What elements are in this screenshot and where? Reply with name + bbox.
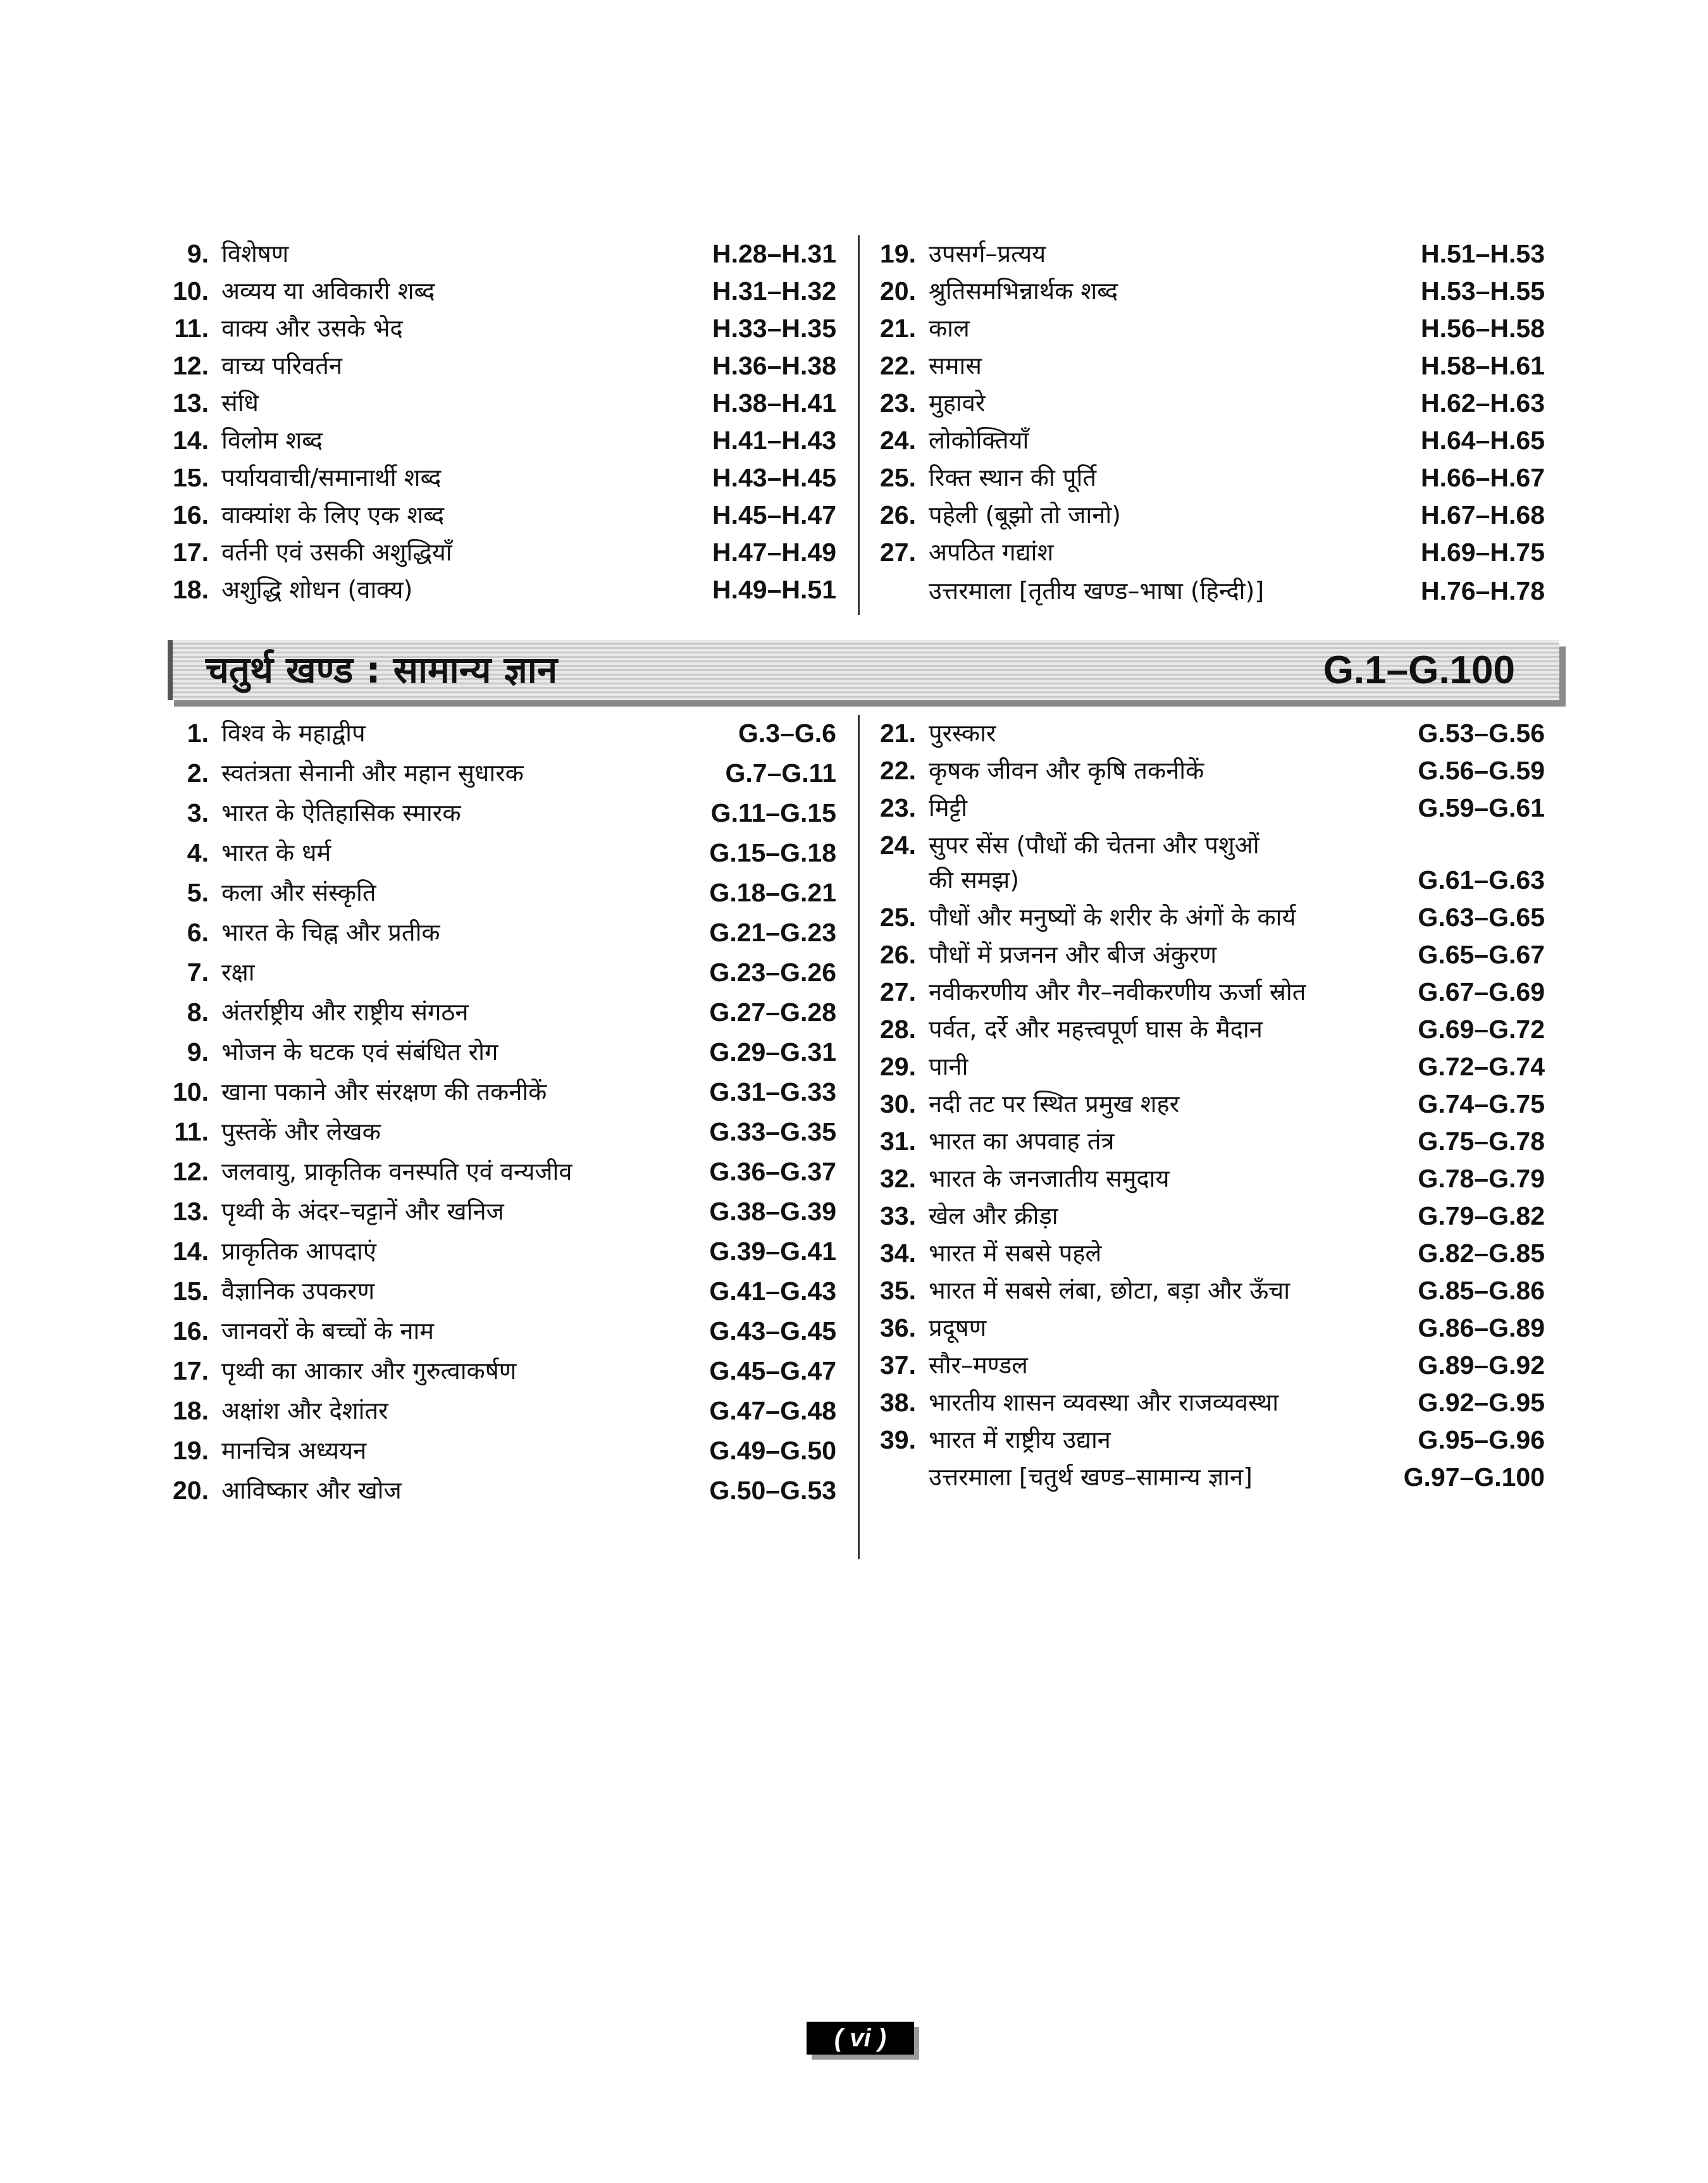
entry-number: 33. [880,1201,916,1230]
entry-pages: G.85–G.86 [1418,1276,1545,1305]
entry-title: भारत के जनजातीय समुदाय [929,1165,1170,1192]
entry-title: मानचित्र अध्ययन [221,1437,367,1464]
entry-title: पर्वत, दर्रे और महत्त्वपूर्ण घास के मैदान [929,1015,1263,1043]
entry-number: 21. [880,719,916,748]
entry-title: भोजन के घटक एवं संबंधित रोग [221,1038,498,1066]
entry-title: अंतर्राष्ट्रीय और राष्ट्रीय संगठन [221,998,469,1026]
toc-section4-left [164,715,836,1537]
toc-answer-key-row [872,1459,1545,1495]
entry-pages: G.39–G.41 [709,1237,836,1266]
entry-pages: H.49–H.51 [712,575,836,604]
entry-number: 24. [880,426,916,455]
entry-title: भारत में सबसे लंबा, छोटा, बड़ा और ऊँचा [929,1277,1290,1304]
entry-pages: G.59–G.61 [1418,793,1545,822]
entry-title: रिक्त स्थान की पूर्ति [929,464,1096,492]
entry-number: 12. [173,351,209,380]
entry-number: 32. [880,1164,916,1193]
entry-title: कृषक जीवन और कृषि तकनीकें [929,757,1204,784]
toc-row [164,310,836,347]
entry-pages: G.56–G.59 [1418,756,1545,785]
toc-row [164,1153,836,1190]
entry-title: पृथ्वी के अंदर–चट्टानें और खनिज [221,1197,504,1225]
entry-number: 18. [173,575,209,604]
entry-title: जलवायु, प्राकृतिक वनस्पति एवं वन्यजीव [221,1158,572,1185]
toc-row [164,755,836,791]
entry-title: विशेषण [221,240,289,268]
entry-pages: G.18–G.21 [709,878,836,907]
entry-number: 10. [173,1077,209,1106]
toc-row [872,1235,1545,1271]
entry-pages: G.3–G.6 [738,719,836,748]
toc-row [164,1233,836,1270]
toc-row [164,1034,836,1070]
entry-title: सुपर सेंस (पौधों की चेतना और पशुओं [929,831,1259,859]
entry-number: 22. [880,351,916,380]
entry-pages: H.31–H.32 [712,276,836,306]
entry-number: 28. [880,1015,916,1044]
entry-number: 27. [880,538,916,567]
entry-pages: G.63–G.65 [1418,903,1545,932]
toc-row [164,1073,836,1110]
entry-pages: G.31–G.33 [709,1077,836,1106]
entry-pages: H.41–H.43 [712,426,836,455]
entry-number: 20. [173,1476,209,1505]
toc-row [872,974,1545,1010]
entry-title: अव्यय या अविकारी शब्द [221,277,435,305]
entry-number: 9. [187,1037,209,1067]
entry-title: काल [929,314,970,342]
entry-number: 21. [880,314,916,343]
entry-number: 10. [173,276,209,306]
entry-number: 22. [880,756,916,785]
toc-row [164,834,836,871]
toc-row-continuation [872,862,1545,898]
entry-title: नवीकरणीय और गैर–नवीकरणीय ऊर्जा स्रोत [929,978,1306,1006]
toc-row [164,347,836,384]
toc-row [872,273,1545,309]
entry-title: कला और संस्कृति [221,879,376,906]
entry-pages: H.69–H.75 [1420,538,1545,567]
entry-title: वाच्य परिवर्तन [221,352,342,380]
entry-number: 16. [173,1316,209,1345]
toc-row [164,1352,836,1389]
entry-number: 2. [187,758,209,788]
entry-pages: G.50–G.53 [709,1476,836,1505]
entry-title: विश्व के महाद्वीप [221,719,366,747]
entry-number: 37. [880,1351,916,1380]
toc-row [164,914,836,951]
entry-number: 24. [880,831,916,860]
entry-title: उत्तरमाला [चतुर्थ खण्ड–सामान्य ज्ञान] [929,1463,1253,1491]
entry-pages: H.76–H.78 [1420,576,1545,605]
entry-number: 30. [880,1089,916,1118]
entry-pages: H.45–H.47 [712,500,836,529]
toc-row [872,459,1545,496]
toc-row [872,1272,1545,1309]
entry-number: 7. [187,958,209,987]
entry-title: सौर–मण्डल [929,1351,1028,1379]
entry-number: 15. [173,463,209,492]
section-title: चतुर्थ खण्ड : सामान्य ज्ञान [206,648,558,691]
entry-pages: G.7–G.11 [725,758,836,788]
toc-row [872,827,1545,863]
entry-title: वाक्यांश के लिए एक शब्द [221,501,445,529]
entry-title: प्रदूषण [929,1314,987,1342]
toc-row [872,789,1545,826]
entry-number: 25. [880,463,916,492]
entry-title: वाक्य और उसके भेद [221,314,403,342]
toc-row [872,347,1545,384]
toc-row [164,954,836,991]
entry-title: रक्षा [221,958,255,986]
entry-title: वर्तनी एवं उसकी अशुद्धियाँ [221,538,452,566]
entry-title: मिट्टी [929,794,967,822]
entry-pages: G.72–G.74 [1418,1052,1545,1081]
entry-title: भारत का अपवाह तंत्र [929,1127,1115,1155]
entry-title: लोकोक्तियाँ [929,426,1029,454]
entry-pages: G.36–G.37 [709,1157,836,1186]
entry-number: 17. [173,1356,209,1385]
entry-pages: H.64–H.65 [1420,426,1545,455]
entry-title: अक्षांश और देशांतर [221,1397,388,1425]
toc-row [872,235,1545,272]
entry-pages: G.61–G.63 [1418,865,1545,894]
entry-number: 8. [187,998,209,1027]
toc-row [872,310,1545,347]
toc-row [872,1123,1545,1160]
toc-row [164,385,836,421]
toc-row [164,1113,836,1150]
toc-row [164,1392,836,1429]
column-divider [858,235,860,615]
entry-number: 13. [173,388,209,417]
entry-pages: G.43–G.45 [709,1316,836,1345]
toc-row [872,497,1545,533]
entry-pages: G.89–G.92 [1418,1351,1545,1380]
toc-row [164,1472,836,1509]
toc-row [872,1384,1545,1421]
entry-title: पुरस्कार [929,719,996,747]
toc-row [164,459,836,496]
entry-title: पृथ्वी का आकार और गुरुत्वाकर्षण [221,1357,517,1385]
entry-title: उपसर्ग–प्रत्यय [929,240,1046,268]
entry-pages: G.29–G.31 [709,1037,836,1067]
entry-number: 3. [187,798,209,827]
entry-pages: H.62–H.63 [1420,388,1545,417]
entry-number: 11. [174,1117,209,1146]
column-divider [858,715,860,1559]
toc-row [872,1421,1545,1458]
toc-answer-key-row [872,572,1545,609]
entry-number: 6. [187,918,209,947]
entry-pages: H.51–H.53 [1420,239,1545,268]
entry-pages: G.67–G.69 [1418,977,1545,1006]
entry-number: 35. [880,1276,916,1305]
entry-title: पर्यायवाची/समानार्थी शब्द [221,464,442,492]
entry-pages: G.38–G.39 [709,1197,836,1226]
toc-row [872,715,1545,751]
entry-pages: G.41–G.43 [709,1277,836,1306]
toc-row [164,795,836,831]
entry-pages: H.28–H.31 [712,239,836,268]
entry-title: अपठित गद्यांश [929,538,1054,566]
entry-title: विलोम शब्द [221,426,323,454]
entry-title: खेल और क्रीड़ा [929,1202,1058,1230]
entry-title: समास [929,352,982,380]
entry-pages: G.15–G.18 [709,838,836,867]
entry-title: पानी [929,1053,968,1080]
entry-pages: H.53–H.55 [1420,276,1545,306]
toc-row [164,1432,836,1469]
entry-title: भारत में राष्ट्रीय उद्यान [929,1426,1111,1454]
toc-row [872,1048,1545,1085]
entry-number: 9. [187,239,209,268]
entry-title: भारतीय शासन व्यवस्था और राजव्यवस्था [929,1388,1279,1416]
entry-title: भारत के ऐतिहासिक स्मारक [221,799,461,827]
entry-pages: G.53–G.56 [1418,719,1545,748]
toc-row [164,422,836,459]
entry-number: 14. [173,426,209,455]
entry-title: आविष्कार और खोज [221,1476,402,1504]
toc-row [164,497,836,533]
entry-number: 12. [173,1157,209,1186]
entry-title: उत्तरमाला [तृतीय खण्ड–भाषा (हिन्दी)] [929,577,1265,605]
entry-title: नदी तट पर स्थित प्रमुख शहर [929,1090,1180,1118]
toc-row [872,1309,1545,1346]
entry-number: 18. [173,1396,209,1425]
entry-pages: G.78–G.79 [1418,1164,1545,1193]
entry-number: 25. [880,903,916,932]
toc-section3-left [164,235,836,615]
entry-title: की समझ) [929,866,1020,894]
entry-pages: G.86–G.89 [1418,1313,1545,1342]
entry-pages: G.49–G.50 [709,1436,836,1465]
entry-pages: H.33–H.35 [712,314,836,343]
entry-pages: H.67–H.68 [1420,500,1545,529]
entry-title: संधि [221,389,259,417]
toc-row [872,1011,1545,1048]
entry-number: 17. [173,538,209,567]
entry-pages: G.27–G.28 [709,998,836,1027]
entry-pages: G.47–G.48 [709,1396,836,1425]
toc-row [164,1193,836,1230]
toc-row [872,936,1545,973]
toc-row [872,1347,1545,1383]
entry-title: श्रुतिसमभिन्नार्थक शब्द [929,277,1118,305]
entry-number: 20. [880,276,916,306]
toc-row [872,534,1545,571]
entry-pages: H.47–H.49 [712,538,836,567]
section-page-range: G.1–G.100 [1323,648,1515,692]
entry-number: 39. [880,1425,916,1454]
entry-pages: G.95–G.96 [1418,1425,1545,1454]
toc-row [164,273,836,309]
toc-row [872,422,1545,459]
entry-title: जानवरों के बच्चों के नाम [221,1317,434,1345]
entry-number: 14. [173,1237,209,1266]
entry-pages: G.21–G.23 [709,918,836,947]
entry-number: 15. [173,1277,209,1306]
entry-number: 11. [174,314,209,343]
entry-pages: H.66–H.67 [1420,463,1545,492]
entry-number: 26. [880,940,916,969]
entry-pages: H.58–H.61 [1420,351,1545,380]
entry-pages: G.69–G.72 [1418,1015,1545,1044]
entry-number: 34. [880,1239,916,1268]
toc-row [164,534,836,571]
entry-number: 23. [880,793,916,822]
entry-pages: G.45–G.47 [709,1356,836,1385]
entry-title: भारत में सबसे पहले [929,1239,1102,1267]
entry-pages: G.23–G.26 [709,958,836,987]
entry-title: पुस्तकें और लेखक [221,1118,381,1146]
entry-pages: G.11–G.15 [710,798,836,827]
entry-title: भारत के चिह्न और प्रतीक [221,918,440,946]
section-heading-banner [168,640,1559,700]
entry-pages: G.79–G.82 [1418,1201,1545,1230]
entry-title: वैज्ञानिक उपकरण [221,1277,375,1305]
toc-row [164,1273,836,1309]
toc-row [872,752,1545,789]
entry-pages: G.74–G.75 [1418,1089,1545,1118]
entry-number: 27. [880,977,916,1006]
entry-title: पहेली (बूझो तो जानो) [929,501,1121,529]
entry-title: खाना पकाने और संरक्षण की तकनीकें [221,1078,547,1106]
toc-row [164,1313,836,1349]
entry-pages: G.92–G.95 [1418,1388,1545,1417]
toc-row [872,1085,1545,1122]
entry-number: 16. [173,500,209,529]
entry-title: अशुद्धि शोधन (वाक्य) [221,576,413,603]
entry-number: 1. [187,719,209,748]
entry-pages: H.38–H.41 [712,388,836,417]
entry-title: पौधों में प्रजनन और बीज अंकुरण [929,941,1217,968]
entry-number: 31. [880,1127,916,1156]
entry-title: भारत के धर्म [221,839,331,867]
entry-title: स्वतंत्रता सेनानी और महान सुधारक [221,759,524,787]
entry-pages: G.33–G.35 [709,1117,836,1146]
toc-row [164,715,836,751]
toc-row [872,385,1545,421]
toc-row [872,1160,1545,1197]
page-number-label: ( vi ) [807,2022,914,2055]
entry-number: 5. [187,878,209,907]
entry-number: 4. [187,838,209,867]
entry-title: मुहावरे [929,389,986,417]
entry-number: 29. [880,1052,916,1081]
toc-section4-right [872,715,1545,1512]
entry-pages: G.75–G.78 [1418,1127,1545,1156]
entry-number: 19. [880,239,916,268]
entry-pages: G.82–G.85 [1418,1239,1545,1268]
entry-pages: G.97–G.100 [1403,1463,1545,1492]
entry-pages: H.43–H.45 [712,463,836,492]
toc-row [872,899,1545,936]
entry-title: पौधों और मनुष्यों के शरीर के अंगों के कार्य [929,903,1296,931]
entry-number: 23. [880,388,916,417]
entry-pages: G.65–G.67 [1418,940,1545,969]
entry-number: 13. [173,1197,209,1226]
entry-pages: H.56–H.58 [1420,314,1545,343]
entry-number: 19. [173,1436,209,1465]
toc-row [872,1197,1545,1234]
toc-row [164,874,836,911]
entry-number: 38. [880,1388,916,1417]
toc-row [164,571,836,608]
entry-number: 26. [880,500,916,529]
entry-number: 36. [880,1313,916,1342]
toc-row [164,994,836,1030]
toc-section3-right [872,235,1545,615]
entry-pages: H.36–H.38 [712,351,836,380]
toc-row [164,235,836,272]
entry-title: प्राकृतिक आपदाएं [221,1237,376,1265]
